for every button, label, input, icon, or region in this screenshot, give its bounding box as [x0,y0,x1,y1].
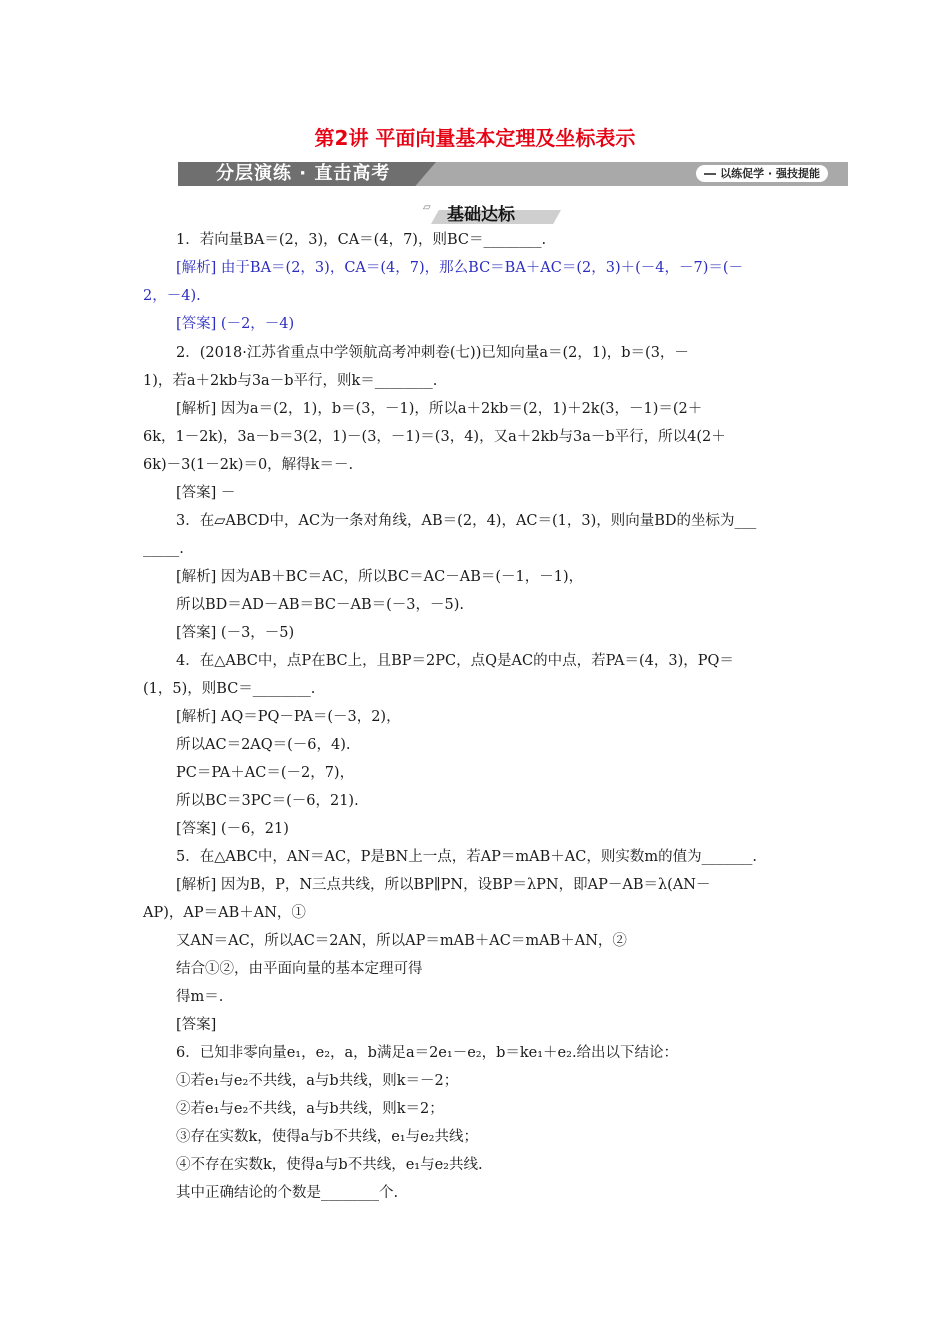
q6-option-1: ①若e₁与e₂不共线，a与b共线，则k＝－2； [176,1073,459,1089]
section-banner [178,162,848,186]
section-deco-icon: ▱ [423,202,431,213]
q3-analysis-cont: 所以BD＝AD－AB＝BC－AB＝(－3，－5). [176,597,465,613]
q5-analysis-cont: AP)，AP＝AB＋AN，① [143,905,306,921]
q5-analysis-line4: 得m＝. [176,989,224,1005]
q2-analysis-cont2: 6k)－3(1－2k)＝0，解得k＝－. [143,457,354,473]
banner-right-tag [696,165,828,182]
q1-analysis-cont: 2，－4). [143,288,201,304]
section-heading [421,200,559,224]
q4-analysis-line2: 所以AC＝2AQ＝(－6，4). [176,737,351,753]
q2-analysis: [解析] 因为a＝(2，1)，b＝(3，－1)，所以a＋2kb＝(2，1)＋2k(3，－1)＝(2＋ [176,401,703,417]
q4-analysis-line3: PC＝PA＋AC＝(－2，7)， [176,765,355,781]
q3-text-cont: _____. [143,541,184,557]
q5-analysis-line3: 结合①②，由平面向量的基本定理可得 [176,961,423,977]
q1-analysis: [解析] 由于BA＝(2，3)，CA＝(4，7)，那么BC＝BA＋AC＝(2，3)＋(－4，－7)＝(－ [176,260,744,276]
q6-text: 6．已知非零向量e₁，e₂，a，b满足a＝2e₁－e₂，b＝ke₁＋e₂.给出以下结论： [176,1045,679,1061]
q4-analysis: [解析] AQ＝PQ－PA＝(－3，2)， [176,709,401,725]
banner-left-text: 分层演练 · 直击高考 [216,163,391,184]
q4-answer: [答案] (－6，21) [176,821,289,837]
dash-icon [704,173,716,175]
section-heading-text: 基础达标 [447,205,515,225]
q3-text: 3．在▱ABCD中，AC为一条对角线，AB＝(2，4)，AC＝(1，3)，则向量BD的坐标为___ [176,513,757,529]
q5-text: 5．在△ABC中，AN＝AC，P是BN上一点，若AP＝mAB＋AC，则实数m的值为_______. [176,849,757,865]
q2-text-cont: 1)，若a＋2kb与3a－b平行，则k＝________. [143,373,438,389]
q6-option-3: ③存在实数k，使得a与b不共线，e₁与e₂共线； [176,1129,478,1145]
q5-answer: [答案] [176,1017,217,1033]
q5-analysis: [解析] 因为B，P，N三点共线，所以BP∥PN，设BP＝λPN，即AP－AB＝λ(AN－ [176,877,711,893]
q6-option-4: ④不存在实数k，使得a与b不共线，e₁与e₂共线. [176,1157,483,1173]
page-title: 第2讲 平面向量基本定理及坐标表示 [314,126,636,150]
q1-text: 1．若向量BA＝(2，3)，CA＝(4，7)，则BC＝________. [176,232,547,248]
q4-text-cont: (1，5)，则BC＝________. [143,681,316,697]
q4-text: 4．在△ABC中，点P在BC上，且BP＝2PC，点Q是AC的中点，若PA＝(4，3)，PQ＝ [176,653,734,669]
q1-answer: [答案] (－2，－4) [176,316,295,332]
q2-analysis-cont: 6k，1－2k)，3a－b＝3(2，1)－(3，－1)＝(3，4)，又a＋2kb与3a－b平行，所以4(2＋ [143,429,726,445]
q4-analysis-line4: 所以BC＝3PC＝(－6，21). [176,793,359,809]
q2-answer: [答案] － [176,485,236,501]
q2-text: 2．(2018·江苏省重点中学领航高考冲刺卷(七))已知向量a＝(2，1)，b＝(3，－ [176,345,689,361]
q5-analysis-line2: 又AN＝AC，所以AC＝2AN，所以AP＝mAB＋AC＝mAB＋AN，② [176,933,627,949]
q6-option-2: ②若e₁与e₂不共线，a与b共线，则k＝2； [176,1101,444,1117]
banner-right-text: 以练促学 · 强技提能 [720,167,820,180]
q3-analysis: [解析] 因为AB＋BC＝AC，所以BC＝AC－AB＝(－1，－1)， [176,569,584,585]
q3-answer: [答案] (－3，－5) [176,625,295,641]
q6-question: 其中正确结论的个数是________个. [176,1185,399,1201]
